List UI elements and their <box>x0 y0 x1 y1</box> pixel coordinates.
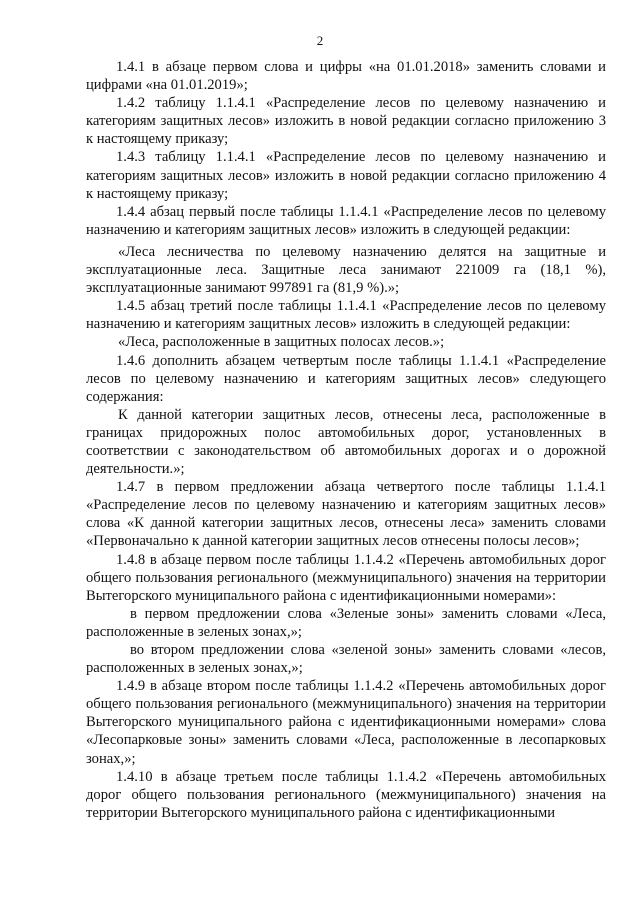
document-body <box>86 58 606 822</box>
subparagraph-first-sentence: в первом предложении слова «Зеленые зоны» заменить словами «Леса, расположенные в зеленых зонах,»; <box>86 605 606 640</box>
paragraph-1-4-5: 1.4.5 абзац третий после таблицы 1.1.4.1 «Распределение лесов по целевому назначению и категориям защитных лесов» изложить в следующей редакции: <box>86 298 606 333</box>
paragraph-1-4-3: 1.4.3 таблицу 1.1.4.1 «Распределение лесов по целевому назначению и категориям защитных лесов» изложить в новой редакции согласно приложению 4 к настоящему приказу; <box>86 149 606 202</box>
paragraph-1-4-1: 1.4.1 в абзаце первом слова и цифры «на 01.01.2018» заменить словами и цифрами «на 01.01.2019»; <box>86 59 606 94</box>
paragraph-1-4-6: 1.4.6 дополнить абзацем четвертым после таблицы 1.1.4.1 «Распределение лесов по целевому назначению и категориям защитных лесов» следующего содержания: <box>86 352 606 405</box>
quoted-paragraph-forest-division: «Леса лесничества по целевому назначению делятся на защитные и эксплуатационные леса. Защитные леса занимают 221009 га (18,1 %), эксплуатационные занимают 997891 га (81,9 %).»; <box>86 243 606 297</box>
page-number: 2 <box>316 33 324 48</box>
quoted-paragraph-roadside-forests: К данной категории защитных лесов, отнесены леса, расположенные в границах придорожных полос автомобильных дорог, установленных в соответствии с законодательством об автомобильных дорогах и о дорожной деятельности.»; <box>86 406 606 478</box>
paragraph-1-4-7: 1.4.7 в первом предложении абзаца четвертого после таблицы 1.1.4.1 «Распределение лесов по целевому назначению и категориям защитных лесов» слова «К данной категории защитных лесов, отнесены леса» заменить словами «Первоначально к данной категории защитных лесов отнесены полосы лесов»; <box>86 479 606 550</box>
paragraph-1-4-8: 1.4.8 в абзаце первом после таблицы 1.1.4.2 «Перечень автомобильных дорог общего пользования регионального (межмуниципального) значения на территории Вытегорского муниципального района с идентификационными номерами»: <box>86 551 606 604</box>
paragraph-1-4-9: 1.4.9 в абзаце втором после таблицы 1.1.4.2 «Перечень автомобильных дорог общего пользования регионального (межмуниципального) значения на территории Вытегорского муниципального района с идентификационными номерами» слова «Лесопарковые зоны» заменить словами «Леса, расположенные в лесопарковых зонах,»; <box>86 678 606 767</box>
paragraph-1-4-10: 1.4.10 в абзаце третьем после таблицы 1.1.4.2 «Перечень автомобильных дорог общего пользования регионального (межмуниципального) значения на территории Вытегорского муниципального района с идентификационными <box>86 768 606 821</box>
paragraph-1-4-2: 1.4.2 таблицу 1.1.4.1 «Распределение лесов по целевому назначению и категориям защитных лесов» изложить в новой редакции согласно приложению 3 к настоящему приказу; <box>86 95 606 148</box>
subparagraph-second-sentence: во втором предложении слова «зеленой зоны» заменить словами «лесов, расположенных в зеленых зонах,»; <box>86 642 606 677</box>
paragraph-1-4-4: 1.4.4 абзац первый после таблицы 1.1.4.1 «Распределение лесов по целевому назначению и категориям защитных лесов» изложить в следующей редакции: <box>86 203 606 238</box>
quoted-paragraph-protective-strips: «Леса, расположенные в защитных полосах лесов.»; <box>118 334 445 351</box>
